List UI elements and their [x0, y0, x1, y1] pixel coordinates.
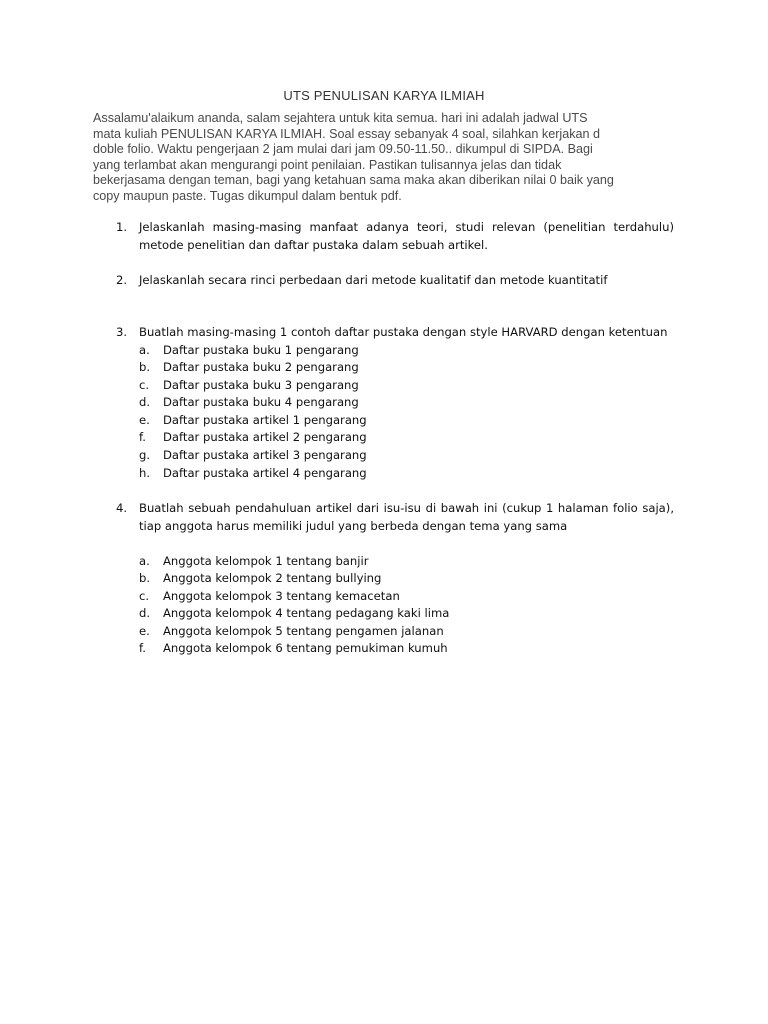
sub-item-list — [139, 553, 674, 659]
list-item-text: Daftar pustaka artikel 1 pengarang — [163, 412, 367, 427]
list-item-text: Daftar pustaka artikel 4 pengarang — [163, 465, 367, 480]
list-item — [139, 447, 674, 465]
question-4 — [116, 500, 674, 658]
list-item-letter: g. — [139, 448, 151, 463]
sub-item-list — [139, 342, 674, 483]
question-number: 2. — [116, 273, 128, 287]
list-item-letter: a. — [139, 342, 150, 357]
list-item-text: Daftar pustaka buku 1 pengarang — [163, 342, 359, 357]
document-title: UTS PENULISAN KARYA ILMIAH — [283, 88, 485, 103]
intro-paragraph: Assalamu'alaikum ananda, salam sejahtera untuk kita semua. hari ini adalah jadwal UTS mata kuliah PENULISAN KARYA ILMIAH. Soal essay sebanyak 4 soal, silahkan kerjakan d doble folio. Waktu pengerjaan 2 jam mulai dari jam 09.50-11.50.. dikumpul di SIPDA. Bagi yang terlambat akan mengurangi point penilaian. Pastikan tulisannya jelas dan tidak bekerjasama dengan teman, bagi yang ketahuan sama maka akan diberikan nilai 0 baik yang copy maupun paste. Tugas dikumpul dalam bentuk pdf. — [93, 111, 614, 203]
list-item-letter: d. — [139, 395, 151, 410]
list-item-text: Anggota kelompok 2 tentang bullying — [163, 571, 382, 586]
list-item-letter: b. — [139, 360, 151, 375]
list-item-letter: h. — [139, 465, 151, 480]
question-text: Jelaskanlah masing-masing manfaat adanya teori, studi relevan (penelitian terdahulu) metode penelitian dan daftar pustaka dalam sebuah artikel. — [139, 220, 674, 252]
list-item-letter: d. — [139, 606, 151, 621]
list-item — [139, 640, 674, 658]
question-2 — [116, 272, 674, 290]
list-item-text: Anggota kelompok 4 tentang pedagang kaki lima — [163, 606, 450, 621]
question-number: 4. — [116, 501, 128, 515]
list-item-text: Daftar pustaka buku 3 pengarang — [163, 377, 359, 392]
question-1 — [116, 219, 674, 254]
list-item-letter: c. — [139, 588, 150, 603]
list-item — [139, 570, 674, 588]
list-item-letter: b. — [139, 571, 151, 586]
list-item — [139, 377, 674, 395]
question-text: Buatlah masing-masing 1 contoh daftar pustaka dengan style HARVARD dengan ketentuan — [139, 325, 668, 339]
list-item-letter: f. — [139, 641, 146, 656]
question-text: Buatlah sebuah pendahuluan artikel dari isu-isu di bawah ini (cukup 1 halaman folio saja), tiap anggota harus memiliki judul yang berbeda dengan tema yang sama — [139, 501, 674, 533]
list-item-letter: a. — [139, 553, 150, 568]
list-item — [139, 342, 674, 360]
list-item-text: Daftar pustaka buku 4 pengarang — [163, 395, 359, 410]
list-item — [139, 588, 674, 606]
list-item-text: Daftar pustaka artikel 2 pengarang — [163, 430, 367, 445]
list-item-text: Daftar pustaka buku 2 pengarang — [163, 360, 359, 375]
list-item — [139, 465, 674, 483]
list-item-letter: f. — [139, 430, 146, 445]
list-item-letter: e. — [139, 412, 150, 427]
list-item — [139, 553, 674, 571]
question-number: 3. — [116, 325, 128, 339]
list-item-letter: c. — [139, 377, 150, 392]
question-number: 1. — [116, 220, 128, 234]
list-item — [139, 605, 674, 623]
question-3 — [116, 324, 674, 482]
list-item — [139, 429, 674, 447]
list-item — [139, 623, 674, 641]
list-item-text: Anggota kelompok 5 tentang pengamen jalanan — [163, 623, 444, 638]
list-item — [139, 394, 674, 412]
question-text: Jelaskanlah secara rinci perbedaan dari metode kualitatif dan metode kuantitatif — [139, 273, 608, 287]
list-item-text: Anggota kelompok 3 tentang kemacetan — [163, 588, 400, 603]
list-item-letter: e. — [139, 623, 150, 638]
list-item-text: Anggota kelompok 6 tentang pemukiman kumuh — [163, 641, 448, 656]
list-item — [139, 359, 674, 377]
list-item-text: Daftar pustaka artikel 3 pengarang — [163, 448, 367, 463]
list-item-text: Anggota kelompok 1 tentang banjir — [163, 553, 369, 568]
list-item — [139, 412, 674, 430]
